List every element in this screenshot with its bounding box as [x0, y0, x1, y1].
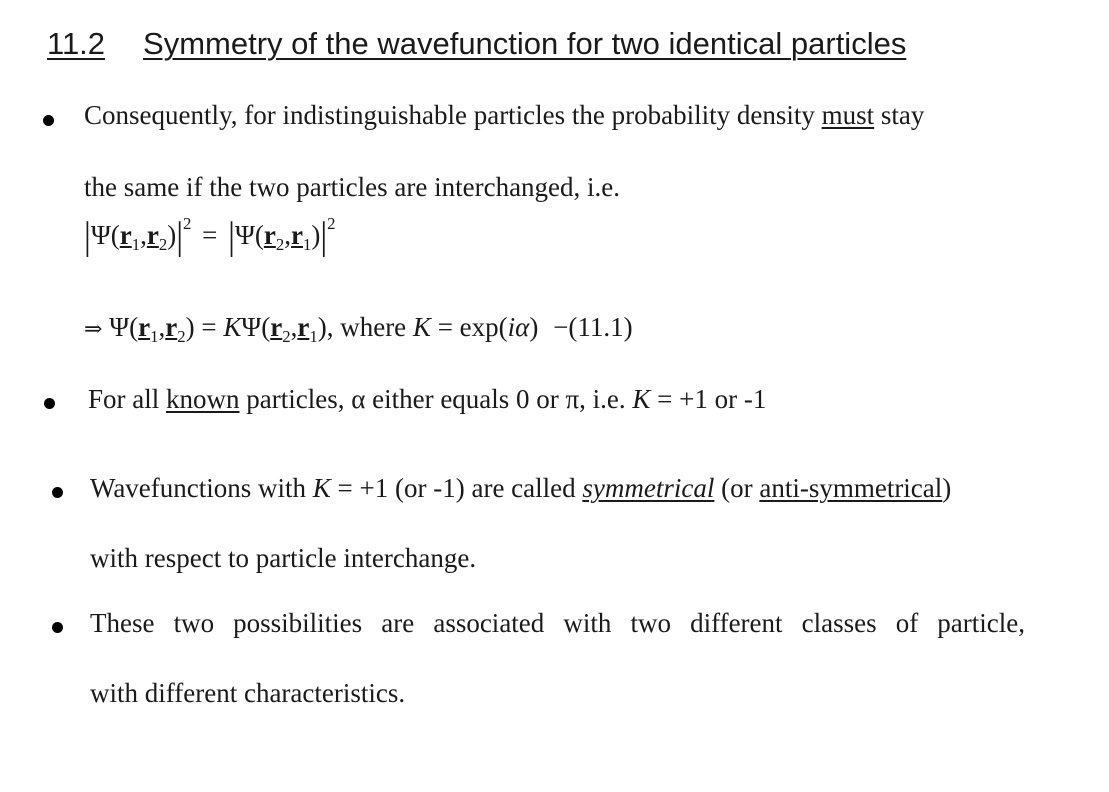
- emphasis-must: must: [821, 100, 875, 130]
- implies-arrow-icon: ⇒: [84, 316, 103, 341]
- equation-probability-density: $|\Psi(r_1,r_2)|^2 = |\Psi(r_2,r_1)|^2$: [84, 213, 336, 258]
- equation-11-1: ⇒ $\Psi(r_1,r_2) = K\Psi(r_2,r_1)$, where K = exp(iα) −(11.1): [84, 312, 633, 346]
- bullet1-line1: Consequently, for indistinguishable particles the probability density must stay: [84, 100, 925, 130]
- section-title: Symmetry of the wavefunction for two identical particles: [143, 26, 907, 61]
- bullet1-line2: the same if the two particles are interchanged, i.e.: [84, 172, 621, 202]
- term-anti-symmetrical: anti-symmetrical: [759, 473, 943, 503]
- bullet4-line2: with different characteristics.: [90, 678, 406, 708]
- bullet-point-1: [43, 115, 54, 126]
- section-heading: [47, 24, 906, 64]
- bullet3-line1: Wavefunctions with K = +1 (or -1) are called symmetrical (or anti-symmetrical): [90, 473, 952, 503]
- bullet-point-4: [52, 622, 63, 633]
- emphasis-known: known: [166, 384, 240, 414]
- bullet4-line1: These two possibilities are associated with two different classes of particle,: [90, 608, 1025, 638]
- term-symmetrical: symmetrical: [582, 473, 715, 503]
- equation-label: −(11.1): [553, 312, 633, 342]
- bullet3-line2: with respect to particle interchange.: [90, 543, 477, 573]
- section-number: 11.2: [47, 26, 106, 61]
- bullet-point-2: [44, 398, 55, 409]
- bullet2-line: For all known particles, α either equals 0 or π, i.e. K = +1 or -1: [88, 384, 767, 414]
- bullet-point-3: [52, 487, 63, 498]
